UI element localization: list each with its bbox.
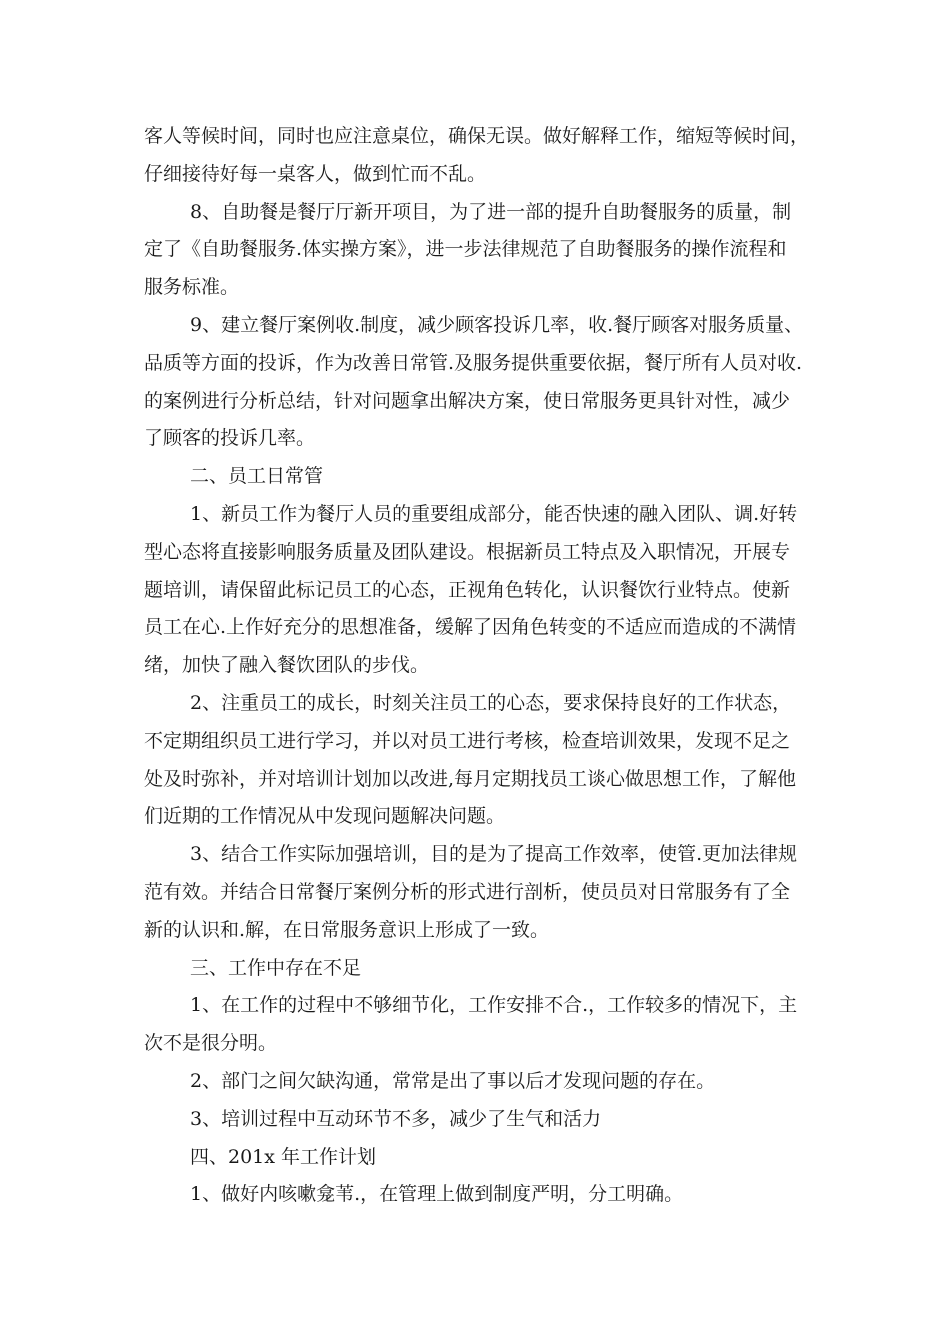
text-line: 3、培训过程中互动环节不多，减少了生气和活力 — [190, 1107, 602, 1130]
text-line: 服务标准。 — [144, 276, 240, 299]
text-line: 四、201x 年工作计划 — [190, 1145, 377, 1168]
document-body — [144, 118, 814, 1214]
text-line: 三、工作中存在不足 — [190, 956, 362, 979]
text-line: 的案例进行分析总结，针对问题拿出解决方案，使日常服务更具针对性，减少 — [144, 389, 791, 412]
text-line: 不定期组织员工进行学习，并以对员工进行考核，检查培训效果，发现不足之 — [144, 729, 791, 752]
text-line: 新的认识和.解，在日常服务意识上形成了一致。 — [144, 918, 550, 941]
text-line: 次不是很分明。 — [144, 1032, 278, 1055]
text-line: 1、新员工作为餐厅人员的重要组成部分，能否快速的融入团队、调.好转 — [190, 502, 798, 525]
text-line: 型心态将直接影响服务质量及团队建设。根据新员工特点及入职情况，开展专 — [144, 540, 791, 563]
text-line: 二、员工日常管 — [190, 465, 324, 488]
text-line: 仔细接待好每一桌客人，做到忙而不乱。 — [144, 162, 487, 185]
text-line: 8、自助餐是餐厅厅新开项目，为了进一部的提升自助餐服务的质量，制 — [190, 200, 792, 223]
text-line: 9、建立餐厅案例收.制度，减少顾客投诉几率，收.餐厅顾客对服务质量、 — [190, 313, 804, 336]
text-line: 处及时弥补，并对培训计划加以改进,每月定期找员工谈心做思想工作，了解他 — [144, 767, 797, 790]
text-line: 定了《自助餐服务.体实操方案》，进一步法律规范了自助餐服务的操作流程和 — [144, 238, 787, 261]
text-line: 品质等方面的投诉，作为改善日常管.及服务提供重要依据，餐厅所有人员对收. — [144, 351, 803, 374]
text-line: 2、注重员工的成长，时刻关注员工的心态，要求保持良好的工作状态， — [190, 691, 792, 714]
text-line: 1、做好内咳嗽龛苇.，在管理上做到制度严明，分工明确。 — [190, 1183, 684, 1206]
text-line: 范有效。并结合日常餐厅案例分析的形式进行剖析，使员员对日常服务有了全 — [144, 880, 791, 903]
text-line: 客人等候时间，同时也应注意桌位，确保无误。做好解释工作，缩短等候时间， — [144, 125, 810, 147]
text-line: 绪，加快了融入餐饮团队的步伐。 — [144, 654, 430, 677]
text-line: 1、在工作的过程中不够细节化，工作安排不合.，工作较多的情况下，主 — [190, 994, 798, 1017]
text-line: 2、部门之间欠缺沟通，常常是出了事以后才发现问题的存在。 — [190, 1069, 716, 1092]
text-line: 了顾客的投诉几率。 — [144, 427, 316, 450]
text-line: 3、结合工作实际加强培训，目的是为了提高工作效率，使管.更加法律规 — [190, 843, 798, 866]
text-line: 们近期的工作情况从中发现问题解决问题。 — [144, 805, 506, 828]
text-line: 员工在心.上作好充分的思想准备，缓解了因角色转变的不适应而造成的不满情 — [144, 616, 797, 639]
text-line: 题培训，请保留此标记员工的心态，正视角色转化，认识餐饮行业特点。使新 — [144, 578, 791, 601]
